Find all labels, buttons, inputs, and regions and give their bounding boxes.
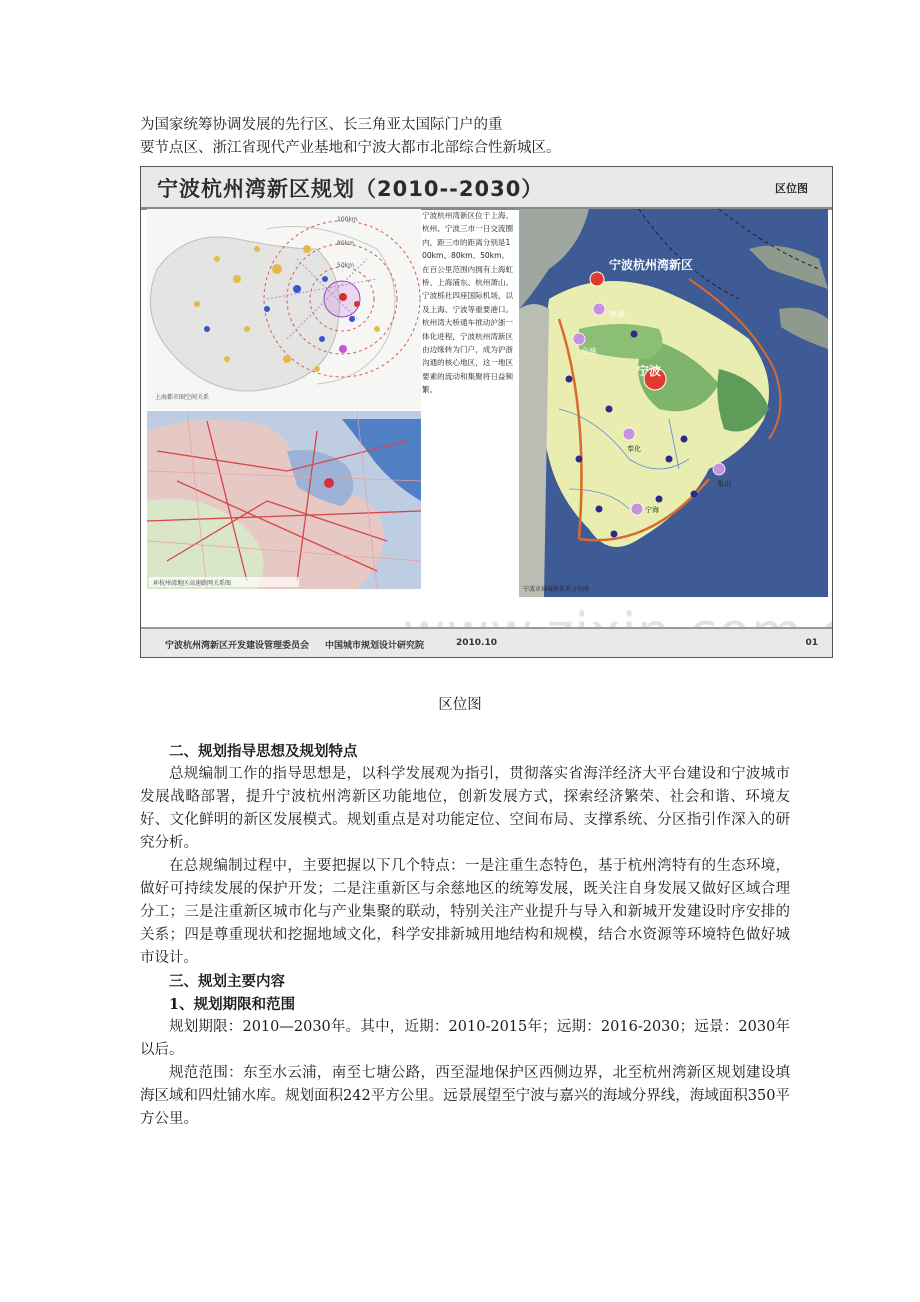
intro-line-1: 为国家统筹协调发展的先行区、长三角亚太国际门户的重: [140, 117, 503, 133]
label-fenghua: 奉化: [627, 445, 641, 453]
figure-label: 区位图: [775, 182, 808, 195]
label-new-zone: 宁波杭州湾新区: [609, 258, 694, 272]
section-heading-3: 三、规划主要内容: [169, 973, 285, 990]
subsection-heading-1: 1、规划期限和范围: [169, 996, 296, 1013]
paragraph-planning-scope: 规范范围：东至水云浦，南至七塘公路，西至湿地保护区西侧边界，北至杭州湾新区规划建设填海区域和四灶铺水库。规划面积242平方公里。远景展望至宁波与嘉兴的海域分界线，海域面积350平方公里。: [140, 1065, 790, 1127]
metro-circle-map-graphic: [147, 209, 421, 409]
paragraph-features: 在总规编制过程中，主要把握以下几个特点：一是注重生态特色，基于杭州湾特有的生态环境，做好可持续发展的保护开发；二是注重新区与余慈地区的统筹发展，既关注自身发展又做好区域合理分工；三是注重新区城市化与产业集聚的联动，特别关注产业提升与导入和新城开发建设时序安排的关系；四是尊重现状和挖掘地域文化，科学安排新城用地结构和规模，结合水资源等环境特色做好城市设计。: [140, 858, 790, 966]
footer-mid: 中国城市规划设计研究院: [325, 641, 425, 651]
footer-left: 宁波杭州湾新区开发建设管理委员会: [165, 641, 310, 651]
section-heading-2: 二、规划指导思想及规划特点: [169, 743, 358, 760]
figure-footer: [141, 627, 832, 657]
label-ningbo: 宁波: [637, 364, 662, 378]
footer-page: 01: [805, 638, 818, 648]
highway-network-map: [147, 411, 421, 589]
metro-map-note: 上海都市圈空间关系: [155, 394, 210, 401]
footer-date: 2010.10: [456, 638, 497, 648]
label-xiangshan: 象山: [717, 480, 731, 488]
ningbo-map-note: 宁波市域城镇体系分布图: [523, 586, 590, 593]
label-cixi: 慈溪: [609, 310, 625, 319]
figure-description: 宁波杭州湾新区位于上海、杭州、宁波三市一日交流圈内，距三市的距离分别是100km、80km、50km。在百公里范围内拥有上海虹桥、上海浦东、杭州萧山、宁波栎社四座国际机场，以及上海、宁波等重要港口。杭州湾大桥通车推动沪浙一体化进程，宁波杭州湾新区由边缘转为门户，成为沪浙沟通的核心地区，这一地区要素的流动和集聚将日益频繁。: [422, 211, 514, 395]
highway-network-map-graphic: [147, 411, 421, 589]
figure-caption: 区位图: [438, 697, 482, 713]
label-ninghai: 宁海: [645, 506, 659, 514]
figure-header: [141, 167, 832, 210]
ring-label-80: 80km: [337, 240, 354, 247]
intro-paragraph: [140, 114, 800, 160]
intro-line-2: 要节点区、浙江省现代产业基地和宁波大都市北部综合性新城区。: [140, 140, 561, 156]
document-body: [140, 740, 790, 1131]
paragraph-guiding-ideology: 总规编制工作的指导思想是，以科学发展观为指引，贯彻落实省海洋经济大平台建设和宁波城市发展战略部署，提升宁波杭州湾新区功能地位，创新发展方式，探索经济繁荣、社会和谐、环境友好、文化鲜明的新区发展模式。规划重点是对功能定位、空间布局、支撑系统、分区指引作深入的研究分析。: [140, 766, 790, 851]
ningbo-region-map: [519, 209, 828, 597]
location-map-figure: [140, 166, 833, 658]
ring-label-100: 100km: [337, 216, 358, 223]
label-yuyao: 余姚: [581, 347, 597, 356]
figure-title: 宁波杭州湾新区规划（2010--2030）: [157, 177, 544, 201]
paragraph-planning-period: 规划期限：2010—2030年。其中，近期：2010-2015年；远期：2016-2030；远景：2030年以后。: [140, 1019, 790, 1058]
ningbo-region-map-graphic: [519, 209, 828, 597]
ring-label-50: 50km: [337, 262, 354, 269]
metro-circle-map: [147, 209, 421, 409]
highway-map-note: 环杭州湾地区高速路网关系图: [153, 580, 232, 587]
